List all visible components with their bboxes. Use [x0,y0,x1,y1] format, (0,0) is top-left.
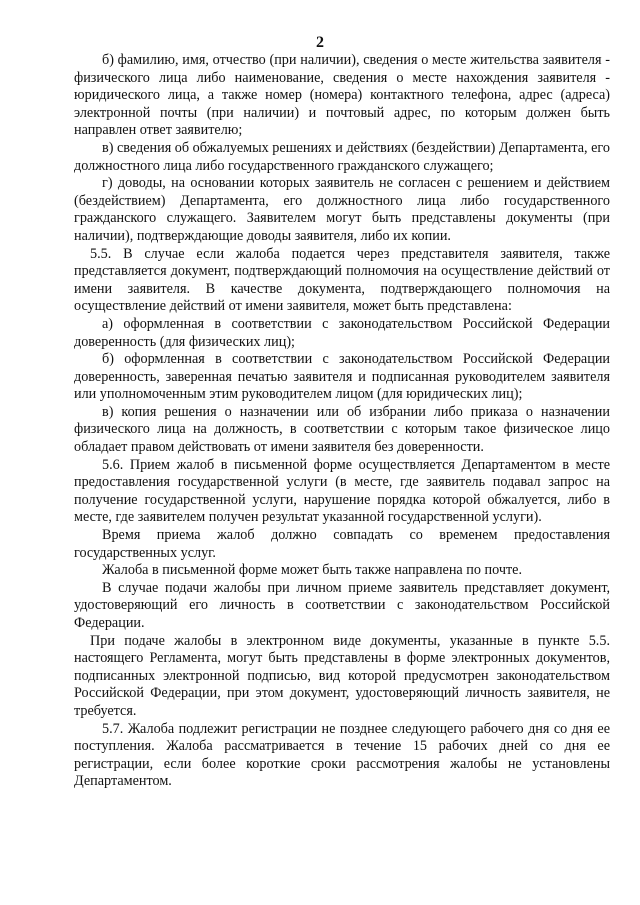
paragraph-5-6: 5.6. Прием жалоб в письменной форме осуществляется Департаментом в месте предоставления государственной услуги (в месте, где заявитель подавал запрос на получение государственной услуги, нарушение порядка которой обжалуется, либо в месте, где заявителем получен результат указанной государственной услуги). [74,456,610,526]
page-number: 2 [316,34,324,51]
paragraph-5-7: 5.7. Жалоба подлежит регистрации не позднее следующего рабочего дня со дня ее поступления. Жалоба рассматривается в течение 15 рабочих дней со дня ее регистрации, если более короткие сроки рассмотрения жалобы не установлены Департаментом. [74,720,610,790]
paragraph-electronic-form: При подаче жалобы в электронном виде документы, указанные в пункте 5.5. настоящего Регламента, могут быть представлены в форме электронных документов, подписанных электронной подписью, вид которой предусмотрен законодательством Российской Федерации, при этом документ, удостоверяющий личность заявителя, не требуется. [74,632,610,719]
paragraph-a-power-of-attorney: а) оформленная в соответствии с законодательством Российской Федерации доверенность (для физических лиц); [74,315,610,350]
paragraph-v-appointment-copy: в) копия решения о назначении или об избрании либо приказа о назначении физического лица на должность, в соответствии с которым такое физическое лицо обладает правом действовать от имени заявителя без доверенности. [74,403,610,456]
paragraph-personal-reception: В случае подачи жалобы при личном приеме заявитель представляет документ, удостоверяющий его личность в соответствии с законодательством Российской Федерации. [74,579,610,631]
paragraph-reception-time: Время приема жалоб должно совпадать со временем предоставления государственных услуг. [74,527,610,561]
paragraph-5-5: 5.5. В случае если жалоба подается через представителя заявителя, также представляется документ, подтверждающий полномочия на осуществление действий от имени заявителя. В качестве документа, подтверждающего полномочия на осуществление действий от имени заявителя, может быть представлена: [74,245,610,315]
paragraph-b-legal-entity: б) оформленная в соответствии с законодательством Российской Федерации доверенность, заверенная печатью заявителя и подписанная руководителем заявителя или уполномоченным этим руководителем лицом (для юридических лиц); [74,351,610,403]
paragraph-by-mail: Жалоба в письменной форме может быть также направлена по почте. [102,562,523,579]
paragraph-b-applicant-name: б) фамилию, имя, отчество (при наличии), сведения о месте жительства заявителя - физического лица либо наименование, сведения о месте нахождения заявителя - юридического лица, а также номер (номера) контактного телефона, адрес (адреса) электронной почты (при наличии) и почтовый адрес, по которым должен быть направлен ответ заявителю; [74,52,610,139]
paragraph-v-appealed-decisions: в) сведения об обжалуемых решениях и действиях (бездействии) Департамента, его должностного лица либо государственного гражданского служащего; [74,139,610,174]
paragraph-g-arguments: г) доводы, на основании которых заявитель не согласен с решением и действием (бездействием) Департамента, его должностного лица либо государственного гражданского служащего. Заявителем могут быть представлены документы (при наличии), подтверждающие доводы заявителя, либо их копии. [74,175,610,244]
document-body [74,52,610,791]
